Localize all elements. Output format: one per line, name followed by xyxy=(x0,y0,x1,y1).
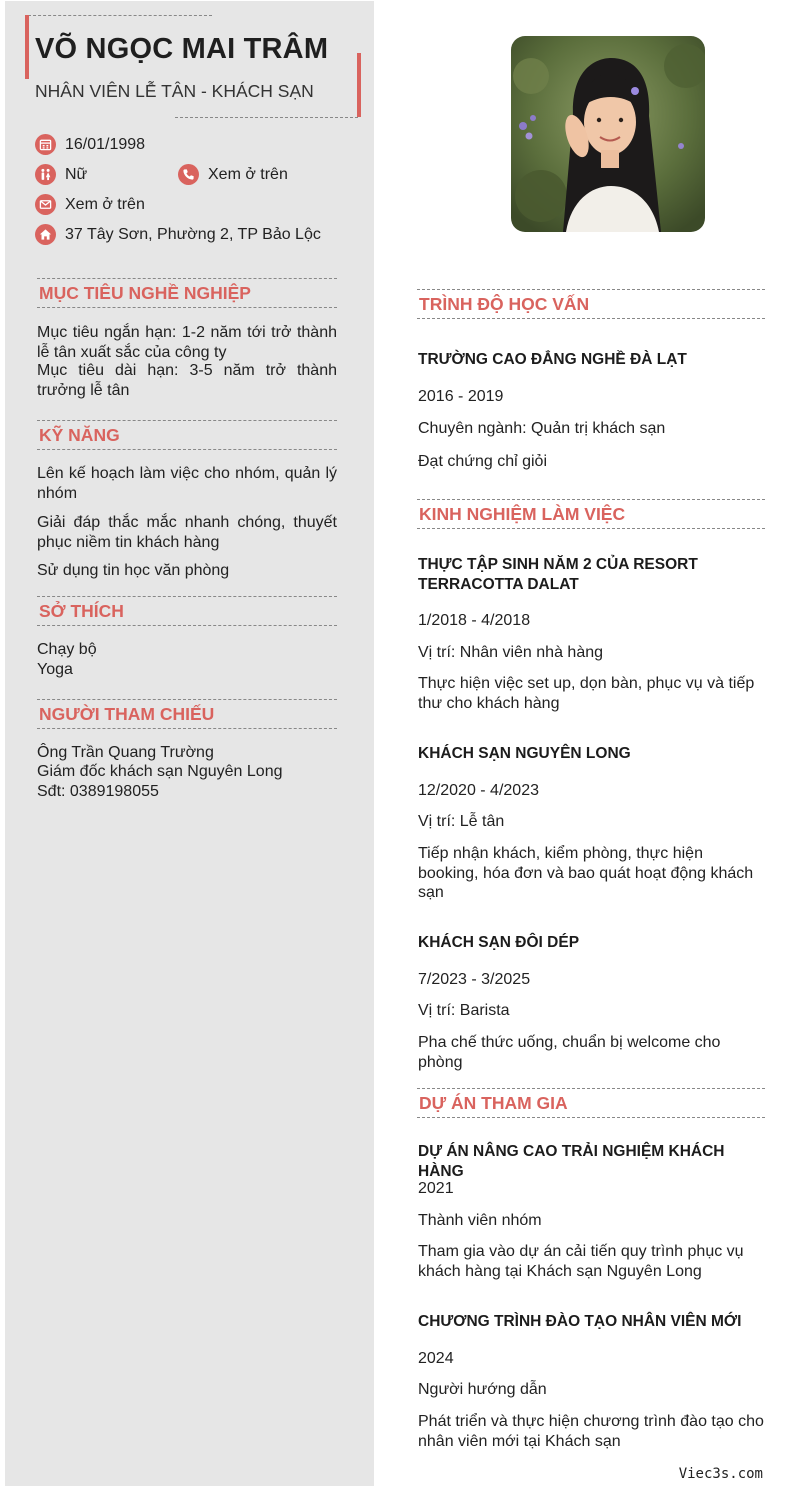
skill-item: Lên kế hoạch làm việc cho nhóm, quản lý nhóm xyxy=(37,465,337,502)
project-year: 2024 xyxy=(418,1350,454,1367)
skill-item: Giải đáp thắc mắc nhanh chóng, thuyết phục niềm tin khách hàng xyxy=(37,514,337,551)
project-role: Thành viên nhóm xyxy=(418,1212,542,1229)
reference-position: Giám đốc khách sạn Nguyên Long xyxy=(37,763,283,780)
header-divider-top xyxy=(28,15,212,16)
skills-heading: KỸ NĂNG xyxy=(39,424,120,445)
candidate-name: VÕ NGỌC MAI TRÂM xyxy=(35,33,329,65)
hobby-item: Yoga xyxy=(37,661,73,678)
education-section-header xyxy=(417,289,765,319)
profile-photo xyxy=(511,36,705,232)
experience-position: Vị trí: Barista xyxy=(418,1002,510,1019)
gender-value: Nữ xyxy=(65,165,88,183)
objective-heading: MỤC TIÊU NGHỀ NGHIỆP xyxy=(39,282,251,303)
reference-name: Ông Trần Quang Trường xyxy=(37,744,214,761)
experience-period: 12/2020 - 4/2023 xyxy=(418,782,539,799)
email-row xyxy=(35,194,145,215)
address-row xyxy=(35,224,321,245)
education-school: TRƯỜNG CAO ĐẲNG NGHỀ ĐÀ LẠT xyxy=(418,351,687,368)
education-period: 2016 - 2019 xyxy=(418,388,504,405)
objective-long-term: Mục tiêu dài hạn: 3-5 năm trở thành trưởng lễ tân xyxy=(37,362,337,399)
phone-row xyxy=(178,164,288,185)
experience-position: Vị trí: Lễ tân xyxy=(418,813,505,830)
hobbies-heading: SỞ THÍCH xyxy=(39,600,124,621)
candidate-title: NHÂN VIÊN LỄ TÂN - KHÁCH SẠN xyxy=(35,81,314,101)
birthdate-row xyxy=(35,134,145,155)
project-description: Phát triển và thực hiện chương trình đào tạo cho nhân viên mới tại Khách sạn xyxy=(418,1413,764,1450)
watermark: Viec3s.com xyxy=(678,1466,763,1482)
project-name: CHƯƠNG TRÌNH ĐÀO TẠO NHÂN VIÊN MỚI xyxy=(418,1313,742,1330)
skill-item: Sử dụng tin học văn phòng xyxy=(37,562,230,579)
experience-section-header xyxy=(417,499,765,529)
objective-section-header xyxy=(37,278,337,308)
envelope-icon xyxy=(35,194,56,215)
education-major: Chuyên ngành: Quản trị khách sạn xyxy=(418,420,666,437)
experience-position: Vị trí: Nhân viên nhà hàng xyxy=(418,644,604,661)
phone-value: Xem ở trên xyxy=(208,165,288,183)
birthdate-value: 16/01/1998 xyxy=(65,135,146,153)
projects-section-header xyxy=(417,1088,765,1118)
home-icon xyxy=(35,224,56,245)
project-description: Tham gia vào dự án cải tiến quy trình phục vụ khách hàng tại Khách sạn Nguyên Long xyxy=(418,1243,744,1280)
experience-description: Tiếp nhận khách, kiểm phòng, thực hiện booking, hóa đơn và bao quát hoạt động khách sạn xyxy=(418,845,754,901)
gender-icon xyxy=(35,164,56,185)
experience-description: Pha chế thức uống, chuẩn bị welcome cho phòng xyxy=(418,1034,721,1071)
experience-company: KHÁCH SẠN ĐÔI DÉP xyxy=(418,934,580,951)
references-heading: NGƯỜI THAM CHIẾU xyxy=(39,703,215,724)
skills-section-header xyxy=(37,420,337,450)
gender-row xyxy=(35,164,87,185)
experience-heading: KINH NGHIỆM LÀM VIỆC xyxy=(419,503,626,524)
experience-company: THỰC TẬP SINH NĂM 2 CỦA RESORT TERRACOTTA DALAT xyxy=(418,556,698,593)
reference-phone: Sđt: 0389198055 xyxy=(37,783,159,800)
experience-period: 1/2018 - 4/2018 xyxy=(418,612,531,629)
hobbies-section-header xyxy=(37,596,337,626)
header-accent-bar-left xyxy=(25,15,29,79)
phone-icon xyxy=(178,164,199,185)
email-value: Xem ở trên xyxy=(65,195,145,213)
project-role: Người hướng dẫn xyxy=(418,1381,547,1398)
experience-description: Thực hiện việc set up, dọn bàn, phục vụ và tiếp thư cho khách hàng xyxy=(418,675,755,712)
projects-heading: DỰ ÁN THAM GIA xyxy=(419,1092,568,1113)
header-accent-bar-right xyxy=(357,53,361,117)
header-divider-bottom xyxy=(175,117,358,118)
project-name: DỰ ÁN NÂNG CAO TRẢI NGHIỆM KHÁCH HÀNG xyxy=(418,1143,725,1180)
experience-period: 7/2023 - 3/2025 xyxy=(418,971,531,988)
hobby-item: Chạy bộ xyxy=(37,641,97,658)
objective-short-term: Mục tiêu ngắn hạn: 1-2 năm tới trở thành lễ tân xuất sắc của công ty xyxy=(37,324,337,361)
address-value: 37 Tây Sơn, Phường 2, TP Bảo Lộc xyxy=(65,225,321,243)
calendar-icon xyxy=(35,134,56,155)
project-year: 2021 xyxy=(418,1180,454,1197)
experience-company: KHÁCH SẠN NGUYÊN LONG xyxy=(418,745,631,762)
references-section-header xyxy=(37,699,337,729)
education-note: Đạt chứng chỉ giỏi xyxy=(418,453,547,470)
education-heading: TRÌNH ĐỘ HỌC VẤN xyxy=(419,293,590,314)
